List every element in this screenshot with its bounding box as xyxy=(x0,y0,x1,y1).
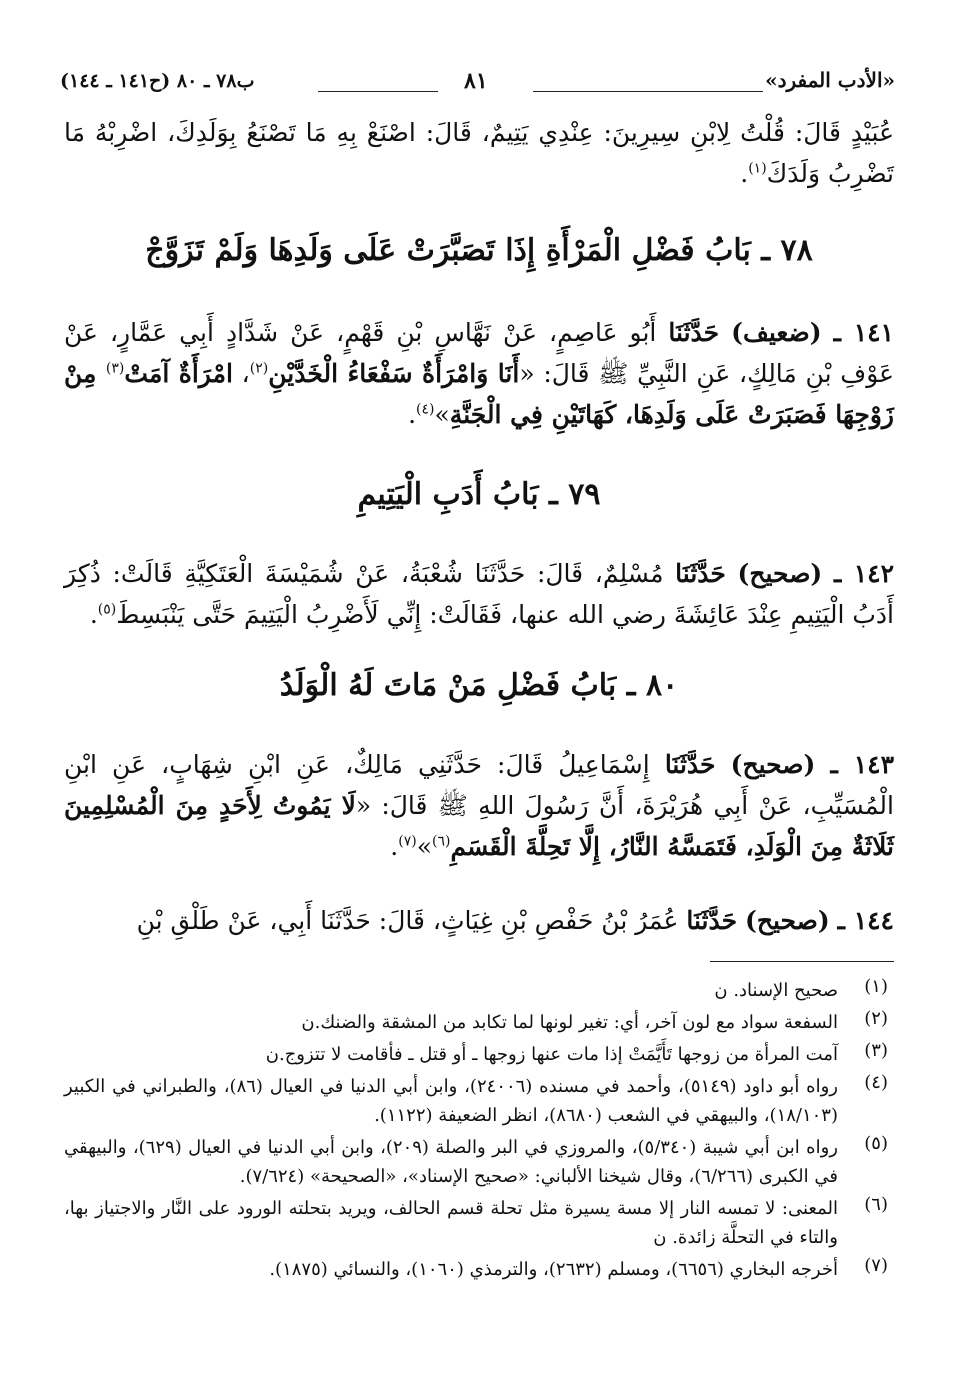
haddathana: حَدَّثَنَا xyxy=(686,906,738,935)
hadith-end: . xyxy=(89,600,98,629)
carryover-end: . xyxy=(740,159,749,188)
footnote-text: صحيح الإسناد. ن xyxy=(714,980,838,1001)
quote-close: » xyxy=(416,832,432,861)
header-hadith-range: ب٧٨ ـ ٨٠ (ح١٤١ ـ ١٤٤) xyxy=(60,70,255,92)
hadith-grade: (صحيح) xyxy=(745,906,830,935)
header-rule-left xyxy=(318,91,438,92)
footnote-number: (٦) xyxy=(864,1194,888,1215)
footnote-number: (٥) xyxy=(864,1133,888,1154)
footnote-number: (٣) xyxy=(864,1040,888,1061)
hadith-matn-part2: امْرَأَةٌ آمَتْ xyxy=(124,359,233,388)
footnote-item xyxy=(64,976,894,1005)
chapter-80-heading: ٨٠ ـ بَابُ فَضْلِ مَنْ مَاتَ لَهُ الْوَلَدُ xyxy=(279,668,679,703)
haddathana: حَدَّثَنَا xyxy=(664,750,716,779)
hadith-text: عُمَرُ بْنُ حَفْصِ بْنِ غِيَاثٍ، قَالَ: حَدَّثَنَا أَبِي، عَنْ طَلْقِ بْنِ xyxy=(136,906,679,935)
header-book-title: «الأدب المفرد» xyxy=(765,68,895,92)
footnote-number: (٢) xyxy=(864,1008,888,1029)
haddathana: حَدَّثَنَا xyxy=(675,559,726,588)
footnote-item xyxy=(64,1008,894,1037)
carryover-text: عُبَيْدٍ قَالَ: قُلْتُ لِابْنِ سِيرِينَ: عِنْدِي يَتِيمٌ، قَالَ: اصْنَعْ بِهِ مَا تَصْنَعُ بِوَلَدِكَ، اضْرِبْهُ مَا تَضْرِبُ وَلَدَكَ xyxy=(64,118,894,188)
carryover-paragraph xyxy=(64,112,894,194)
footnote-number: (١) xyxy=(864,976,888,997)
hadith-144 xyxy=(64,900,894,941)
footnote-text: رواه ابن أبي شيبة (٥/٣٤٠)، والمروزي في البر والصلة (٢٠٩)، وابن أبي الدنيا في العيال (٦٢٩)، والبيهقي في الكبرى (٦/٢٦٦)، وقال شيخنا الألباني: «صحيح الإسناد»، «الصحيحة» (٧/٦٢٤). xyxy=(64,1137,838,1187)
footnote-item xyxy=(64,1255,894,1284)
footnote-text: أخرجه البخاري (٦٦٥٦)، ومسلم (٢٦٣٢)، والترمذي (١٠٦٠)، والنسائي (١٨٧٥). xyxy=(269,1259,838,1280)
hadith-number: ١٤٣ ـ xyxy=(830,750,895,779)
footnote-ref-5: (٥) xyxy=(97,601,117,618)
footnote-text: رواه أبو داود (٥١٤٩)، وأحمد في مسنده (٢٤٠٠٦)، وابن أبي الدنيا في العيال (٨٦)، والطبراني في الكبير (١٨/١٠٣)، والبيهقي في الشعب (٨٦٨٠)، انظر الضعيفة (١١٢٢). xyxy=(64,1076,838,1126)
hadith-grade: (ضعيف) xyxy=(731,318,822,347)
footnote-ref-2: (٢) xyxy=(249,360,269,377)
hadith-grade: (صحيح) xyxy=(737,559,823,588)
page-number: ٨١ xyxy=(464,68,488,94)
footnote-number: (٤) xyxy=(864,1072,888,1093)
hadith-isnad: إِسْمَاعِيلُ قَالَ: حَدَّثَنِي مَالِكٌ، عَنِ ابْنِ شِهَابٍ، عَنِ ابْنِ الْمُسَيِّبِ، عَنْ أَبِي هُرَيْرَةَ، أَنَّ رَسُولَ اللهِ ﷺ قَالَ: « xyxy=(64,750,894,820)
hadith-end: . xyxy=(408,400,417,429)
footnote-ref-3: (٣) xyxy=(105,360,125,377)
footnote-item xyxy=(64,1194,894,1252)
footnotes-list xyxy=(64,976,894,1287)
header-rule-right xyxy=(533,91,763,92)
hadith-142 xyxy=(64,553,894,635)
hadith-text: مُسْلِمٌ، قَالَ: حَدَّثَنَا شُعْبَةُ، عَنْ شُمَيْسَةَ الْعَتَكِيَّةِ قَالَتْ: ذُكِرَ أَدَبُ الْيَتِيمِ عِنْدَ عَائِشَةَ رضي الله عنها، فَقَالَتْ: إِنِّي لَأَضْرِبُ الْيَتِيمَ حَتَّى يَنْبَسِطَ xyxy=(64,559,894,629)
hadith-isnad: أَبُو عَاصِمٍ، عَنْ نَهَّاسِ بْنِ قَهْمٍ، عَنْ شَدَّادٍ أَبِي عَمَّارٍ، عَنْ عَوْفِ بْنِ مَالِكٍ، عَنِ النَّبِيِّ ﷺ قَالَ: « xyxy=(64,318,895,388)
footnote-ref-1: (١) xyxy=(748,160,767,177)
haddathana: حَدَّثَنَا xyxy=(668,318,720,347)
footnote-separator xyxy=(710,961,894,962)
footnote-item xyxy=(64,1072,894,1130)
footnote-ref-7: (٧) xyxy=(398,833,417,850)
chapter-78-heading: ٧٨ ـ بَابُ فَضْلِ الْمَرْأَةِ إِذَا تَصَبَّرَتْ عَلَى وَلَدِهَا وَلَمْ تَزَوَّجْ xyxy=(145,233,813,268)
footnote-item xyxy=(64,1040,894,1069)
footnote-text: المعنى: لا تمسه النار إلا مسة يسيرة مثل تحلة قسم الحالف، ويريد بتحلته الورود على النَّار والاجتياز بها، والتاء في التحلَّة زائدة. ن xyxy=(64,1198,838,1248)
footnote-text: السفعة سواد مع لون آخر، أي: تغير لونها لما تكابد من المشقة والضنك.ن xyxy=(301,1012,838,1033)
hadith-end: . xyxy=(390,832,399,861)
footnote-ref-6: (٦) xyxy=(432,833,451,850)
hadith-matn-part3: مِنْ زَوْجِهَا فَصَبَرَتْ عَلَى وَلَدِهَا، كَهَاتَيْنِ فِي الْجَنَّةِ xyxy=(64,359,894,429)
footnote-text: آمت المرأة من زوجها تَأَيَّمَتْ إذا مات عنها زوجها ـ أو قتل ـ فأقامت لا تتزوج.ن xyxy=(265,1044,838,1065)
hadith-143 xyxy=(64,744,894,867)
hadith-number: ١٤٢ ـ xyxy=(833,559,895,588)
chapter-79-heading: ٧٩ ـ بَابُ أَدَبِ الْيَتِيمِ xyxy=(357,477,601,512)
hadith-matn: لَا يَمُوتُ لِأَحَدٍ مِنَ الْمُسْلِمِينَ ثَلَاثَةٌ مِنَ الْوَلَدِ، فَتَمَسَّهُ النَّارُ، إِلَّا تَحِلَّةَ الْقَسَمِ xyxy=(64,791,894,861)
hadith-matn-part1: أَنَا وَامْرَأَةٌ سَفْعَاءُ الْخَدَّيْنِ xyxy=(268,359,520,388)
hadith-grade: (صحيح) xyxy=(730,750,816,779)
hadith-number: ١٤٤ ـ xyxy=(837,906,894,935)
footnote-item xyxy=(64,1133,894,1191)
quote-close: » xyxy=(434,400,450,429)
footnote-ref-4: (٤) xyxy=(416,401,435,418)
hadith-separator: ، xyxy=(232,359,250,388)
hadith-number: ١٤١ ـ xyxy=(833,318,894,347)
hadith-141 xyxy=(64,312,894,435)
footnote-number: (٧) xyxy=(864,1255,888,1276)
